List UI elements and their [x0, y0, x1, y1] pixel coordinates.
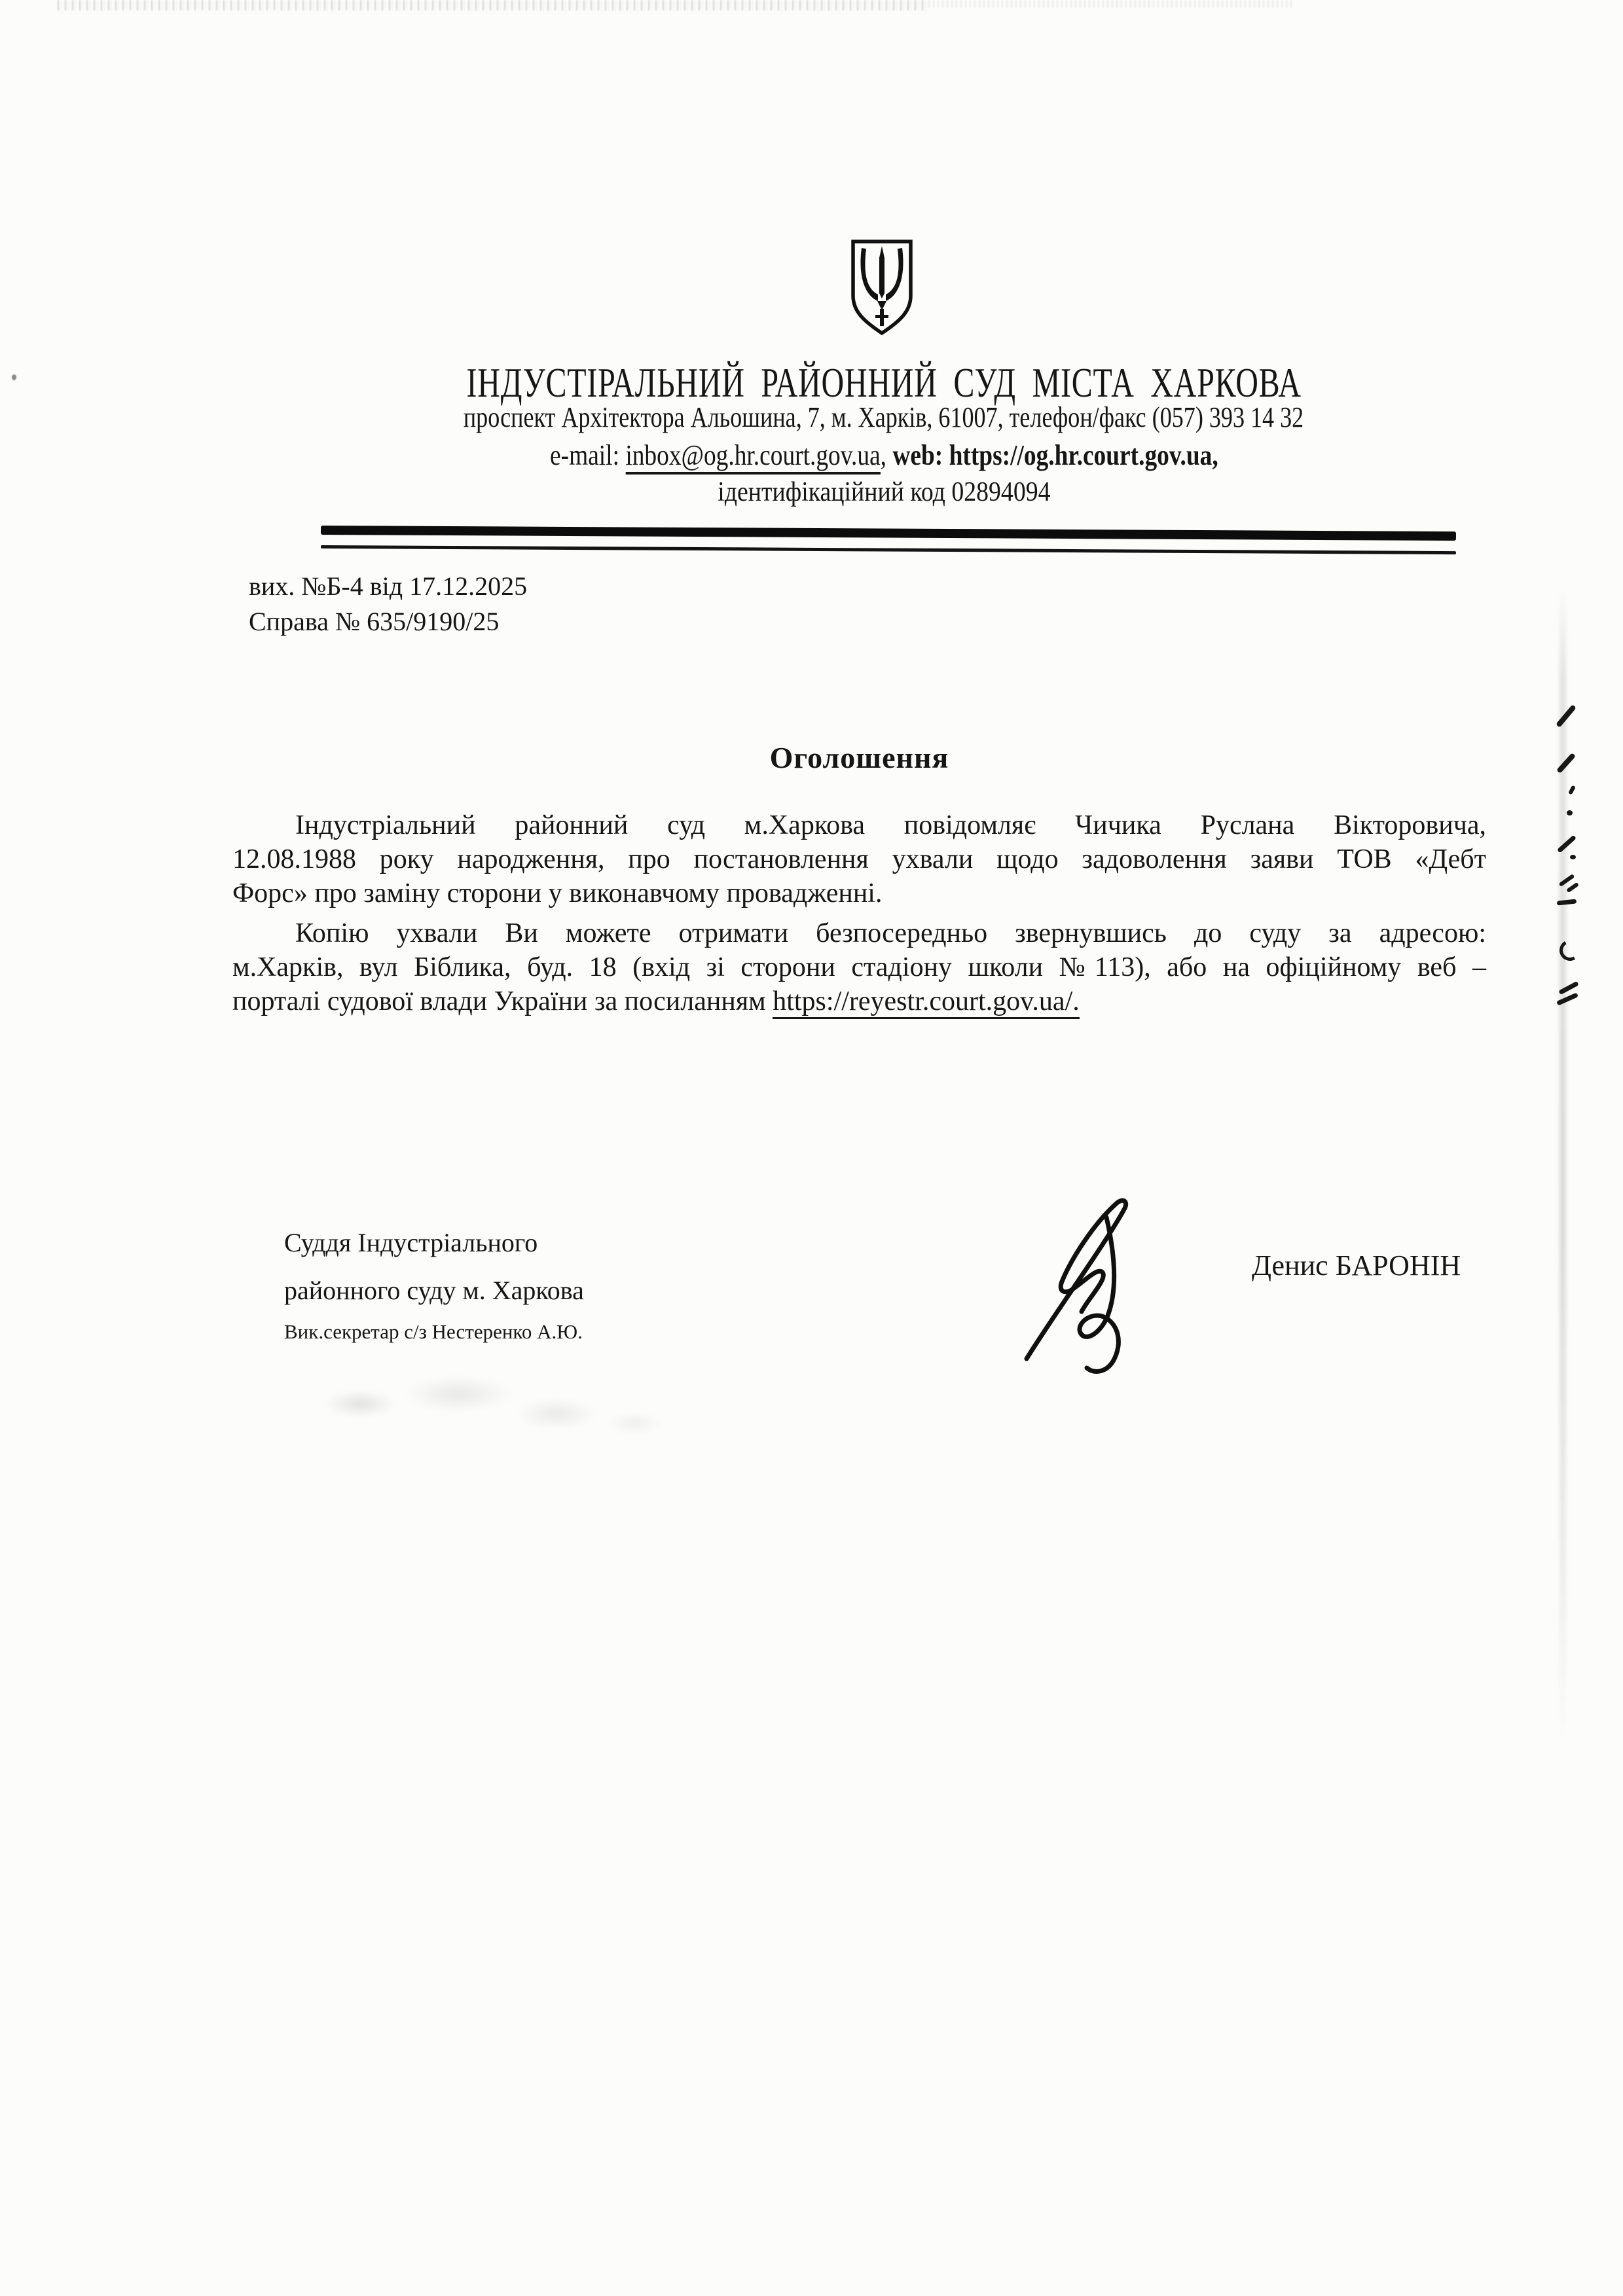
scan-smudge: [282, 1365, 674, 1463]
scan-dot-artifact: [12, 374, 16, 380]
scan-noise-band: [58, 0, 928, 10]
identification-code: ідентифікаційний код 02894094: [717, 477, 1051, 507]
outgoing-number: вих. №Б-4 від 17.12.2025: [249, 571, 528, 601]
judge-title: [284, 1219, 584, 1314]
letterhead-divider-thin: [321, 545, 1456, 554]
handwriting-artifact: [1567, 810, 1573, 816]
letterhead-contacts-row: [229, 439, 1539, 472]
body-line: [232, 984, 1486, 1018]
letterhead-court-name-row: [229, 359, 1539, 407]
court-name: ІНДУСТІРАЛЬНИЙ РАЙОННИЙ СУД МІСТА ХАРКОВА: [466, 359, 1302, 406]
handwriting-artifact: [1556, 704, 1577, 728]
document-title: Оголошення: [769, 741, 949, 774]
body-line: Форс» про заміну сторони у виконавчому провадженні.: [232, 878, 883, 908]
judge-title-line1: Суддя Індустріального: [284, 1228, 538, 1257]
judge-name: Денис БАРОНІН: [1252, 1249, 1461, 1282]
handwriting-artifact: [1568, 785, 1576, 795]
letterhead-divider-thick: [321, 526, 1456, 541]
handwriting-artifact: [1566, 882, 1579, 893]
body-line: Індустріальний районний суд м.Харкова повідомляє Чичика Руслана Вікторовича,: [295, 810, 1486, 840]
scan-noise-band: [928, 0, 1295, 8]
case-number: Справа № 635/9190/25: [249, 607, 500, 636]
web-label: web:: [892, 439, 949, 471]
paragraph-1: [232, 808, 1486, 910]
handwriting-artifact: [1570, 855, 1576, 859]
letterhead-address-row: [229, 401, 1539, 434]
handwritten-signature: [1008, 1183, 1159, 1376]
web-link[interactable]: https://og.hr.court.gov.ua,: [949, 439, 1218, 471]
judge-title-line2: районного суду м. Харкова: [284, 1276, 584, 1305]
secretary-note: Вик.секретар с/з Нестеренко А.Ю.: [284, 1320, 583, 1343]
body-line: 12.08.1988 року народження, про постановлення ухвали щодо задоволення заяви ТОВ «Дебт: [232, 844, 1486, 874]
announcement-body: [232, 742, 1486, 1018]
email-label: e-mail:: [549, 439, 625, 471]
registry-link[interactable]: https://reyestr.court.gov.ua/.: [773, 986, 1080, 1019]
letterhead-idcode-row: [229, 476, 1539, 508]
reference-block: [249, 569, 527, 639]
registry-link-prefix: порталі судової влади України за посиланням: [232, 986, 773, 1016]
body-line: м.Харків, вул Біблика, буд. 18 (вхід зі сторони стадіону школи №113), або на офіційному веб –: [232, 952, 1486, 982]
separator-text: ,: [880, 439, 892, 471]
body-line: Копію ухвали Ви можете отримати безпосередньо звернувшись до суду за адресою:: [295, 918, 1486, 948]
court-address: проспект Архітектора Альошина, 7, м. Харків, 61007, телефон/факс (057) 393 14 32: [464, 401, 1304, 433]
email-link[interactable]: inbox@og.hr.court.gov.ua: [625, 439, 880, 475]
ukraine-trident-emblem-icon: [848, 238, 915, 336]
paragraph-2: [232, 916, 1486, 1018]
